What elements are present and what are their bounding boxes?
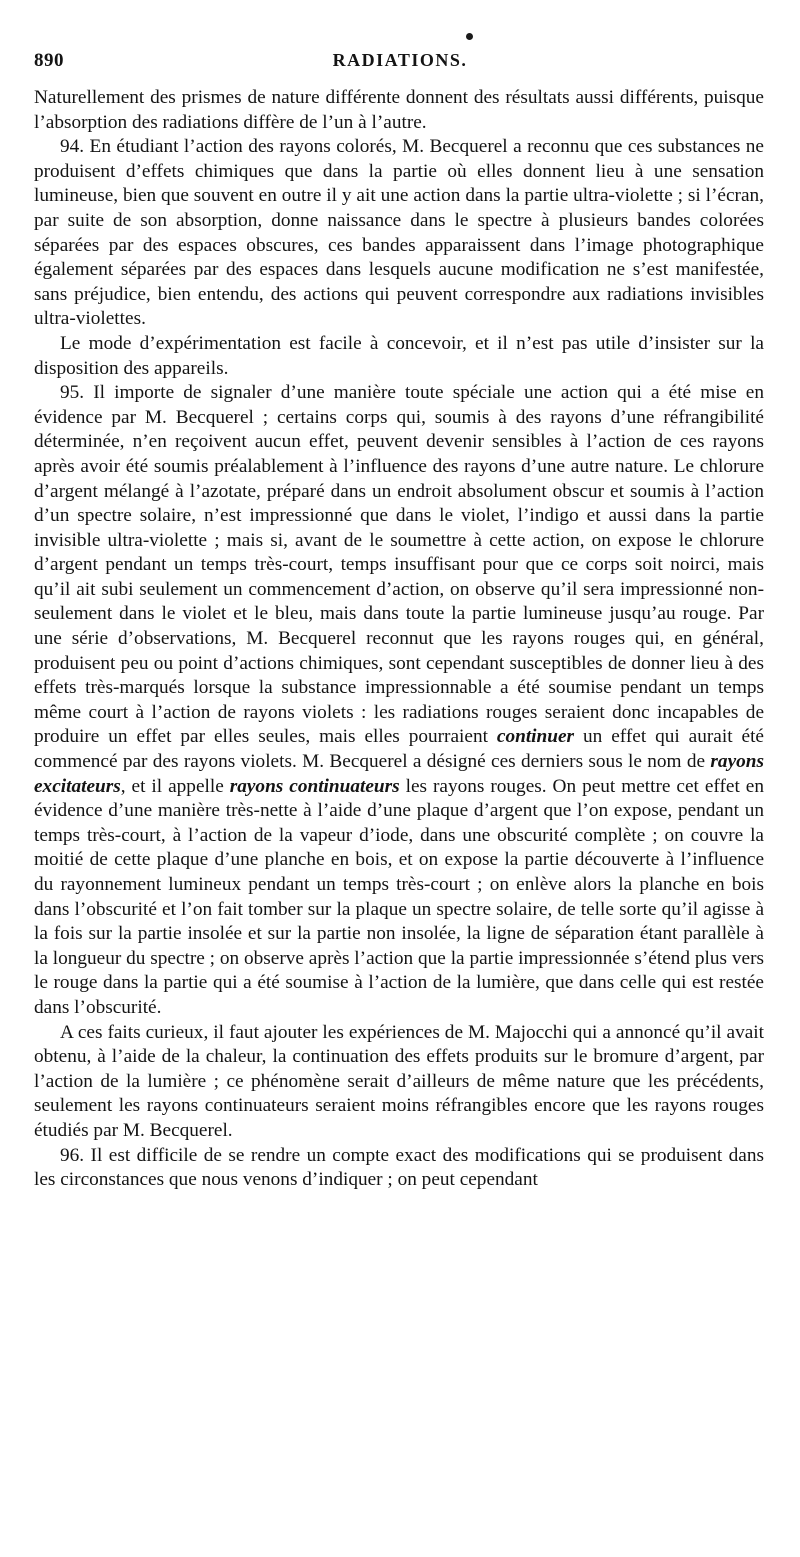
paragraph-text: les rayons rouges. On peut mettre cet effet en évidence d’une manière très-nette à l’aide d’une plaque d’argent que l’on expose, pendant un temps très-court, à l’action de la vapeur d’iode, dans une obscurité complète ; on couvre la moitié de cette plaque d’une planche en bois, et on expose la partie découverte à l’influence du rayonnement lumineux pendant un temps très-court ; on enlève alors la planche en bois dans l’obscurité et l’on fait tomber sur la plaque un spectre solaire, de telle sorte qu’il agisse à la fois sur la partie insolée et sur la partie non insolée, la ligne de séparation étant parallèle à la longueur du spectre ; on observe après l’action que la partie impressionnée s’étend plus vers le rouge dans la partie qui a été soumise à l’action de la lumière, que dans celle qui est restée dans l’obscurité. — [34, 775, 764, 1018]
paragraph-94 — [34, 135, 764, 332]
body-text — [34, 86, 764, 1193]
paragraph-text: A ces faits curieux, il faut ajouter les expériences de M. Majocchi qui a annoncé qu’il avait obtenu, à l’aide de la chaleur, la continuation des effets produits sur le bromure d’argent, par l’action de la lumière ; ce phénomène serait d’ailleurs de même nature que les précédents, seulement les rayons continuateurs seraient moins réfrangibles encore que les rayons rouges étudiés par M. Becquerel. — [34, 1021, 764, 1141]
ink-spot — [466, 33, 473, 40]
paragraph-text: Le mode d’expérimentation est facile à concevoir, et il n’est pas utile d’insister sur la disposition des appareils. — [34, 332, 764, 379]
paragraph — [34, 332, 764, 381]
paragraph-text: , et il appelle — [120, 775, 230, 797]
paragraph-text: un effet qui aurait été commencé par des rayons violets. M. Becquerel a désigné ces derniers sous le nom de — [34, 726, 764, 773]
emphasis-rayons-excitateurs: rayons excitateurs — [34, 751, 764, 797]
emphasis-rayons-continuateurs: rayons continuateurs — [229, 775, 400, 797]
paragraph-text: Il est difficile de se rendre un compte exact des modifications qui se produisent dans les circonstances que nous venons d’indiquer ; on peut cependant — [34, 1144, 764, 1191]
paragraph-95 — [34, 381, 764, 1020]
page-header — [34, 50, 766, 80]
page-number: 890 — [34, 50, 64, 71]
section-number: 95. — [60, 382, 85, 404]
section-number: 94. — [60, 136, 85, 158]
paragraph-continuation — [34, 86, 764, 135]
paragraph — [34, 1021, 764, 1144]
paragraph-text: Il importe de signaler d’une manière toute spéciale une action qui a été mise en évidence par M. Becquerel ; certains corps qui, soumis à des rayons d’une réfrangibilité déterminée, n’en reçoivent aucun effet, peuvent devenir sensibles à l’action de ces rayons après avoir été soumis préalablement à l’influence des rayons d’une autre nature. Le chlorure d’argent mélangé à l’azotate, préparé dans un endroit absolument obscur et soumis à l’action d’un spectre solaire, n’est impressionné que dans le violet, l’indigo et aussi dans la partie invisible ultra-violette ; mais si, avant de le soumettre à cette action, on expose le chlorure d’argent pendant un temps très-court, temps insuffisant pour que ce corps soit noirci, mais qu’il ait subi seulement un commencement d’action, on observe qu’il sera impressionné non-seulement dans le violet et le bleu, mais dans toute la partie lumineuse jusqu’au rouge. Par une série d’observations, M. Becquerel reconnut que les rayons rouges qui, en général, produisent peu ou point d’actions chimiques, sont cependant susceptibles de donner lieu à des effets très-marqués lorsque la substance impressionnable a été soumise pendant un temps même court à l’action de rayons violets : les radiations rouges seraient donc incapables de produire un effet par elles seules, mais elles pourraient — [34, 382, 764, 748]
emphasis-continuer: continuer — [496, 726, 575, 748]
section-number: 96. — [60, 1144, 85, 1166]
running-title: RADIATIONS. — [332, 50, 468, 70]
paragraph-text: En étudiant l’action des rayons colorés, M. Becquerel a reconnu que ces substances ne produisent d’effets chimiques que dans la partie où elles donnent lieu à une sensation lumineuse, bien que souvent en outre il y ait une action dans la partie ultra-violette ; si l’écran, par suite de son absorption, donne naissance dans le spectre à plusieurs bandes colorées séparées par des espaces obscures, ces bandes apparaissent dans l’image photographique également séparées par des espaces dans lesquels aucune modification ne s’est manifestée, sans préjudice, bien entendu, des actions qui peuvent correspondre aux radiations invisibles ultra-violettes. — [34, 136, 764, 330]
paragraph-96 — [34, 1144, 764, 1193]
paragraph-text: Naturellement des prismes de nature différente donnent des résultats aussi différents, puisque l’absorption des radiations diffère de l’un à l’autre. — [34, 87, 764, 133]
